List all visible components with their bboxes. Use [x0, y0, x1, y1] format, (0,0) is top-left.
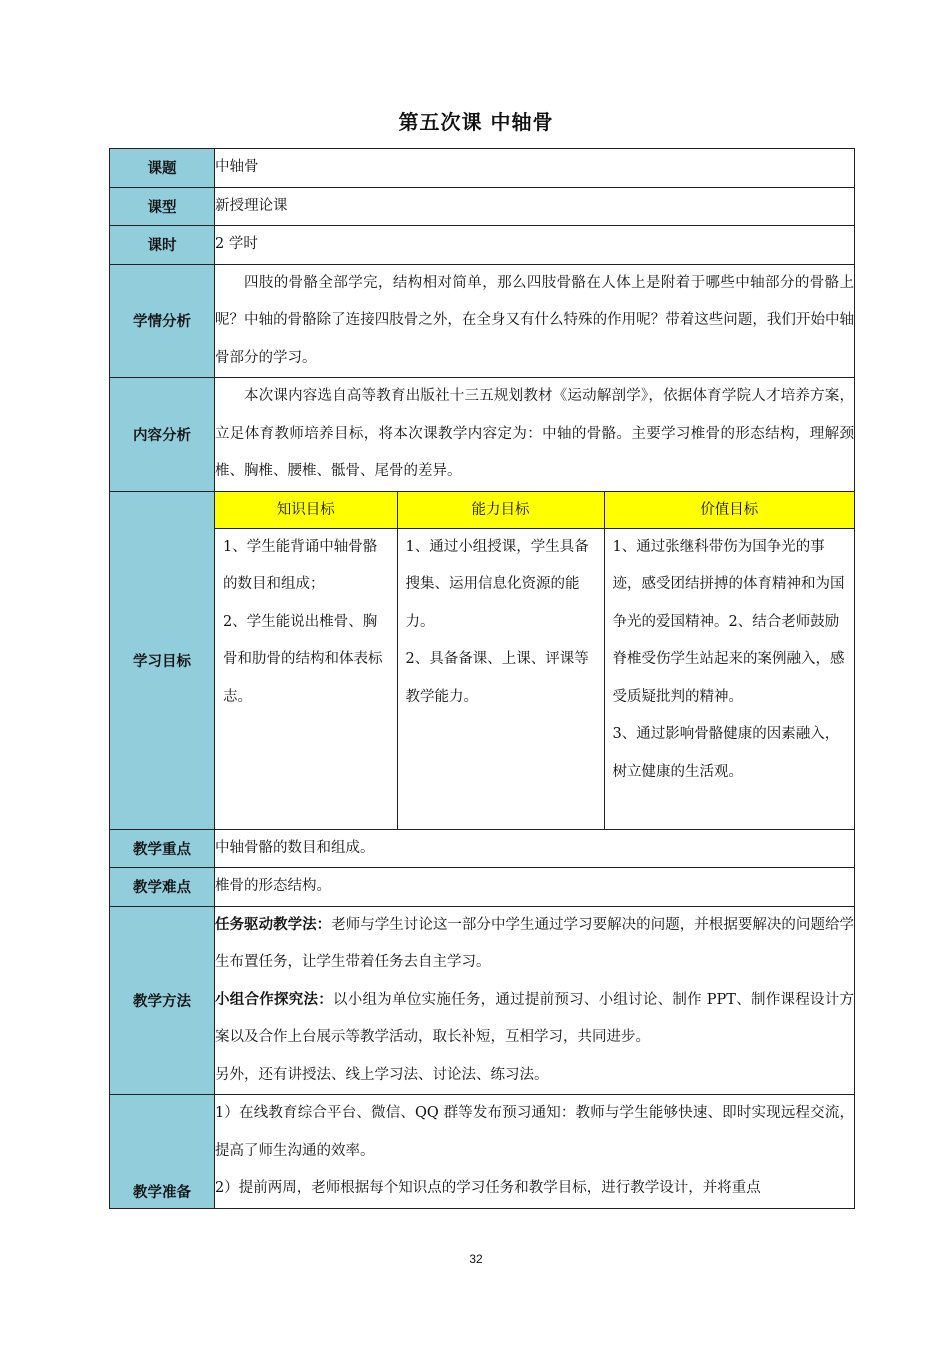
row-type — [110, 187, 855, 226]
value-key-point: 中轴骨骼的数目和组成。 — [215, 829, 855, 868]
method-other: 另外，还有讲授法、线上学习法、讨论法、练习法。 — [215, 1066, 549, 1083]
label-learner-analysis: 学情分析 — [110, 264, 215, 378]
row-learner-analysis — [110, 264, 855, 378]
ability-item: 2、具备备课、上课、评课等教学能力。 — [405, 651, 589, 705]
value-difficulty: 椎骨的形态结构。 — [215, 868, 855, 907]
row-content-analysis — [110, 378, 855, 492]
page-number: 32 — [469, 1252, 483, 1266]
value-type: 新授理论课 — [215, 187, 855, 226]
label-type: 课型 — [110, 187, 215, 226]
label-content-analysis: 内容分析 — [110, 378, 215, 492]
ability-objectives — [397, 528, 604, 829]
row-key-point — [110, 829, 855, 868]
knowledge-item: 1、学生能背诵中轴骨骼的数目和组成； — [223, 538, 378, 592]
value-objectives — [604, 528, 854, 829]
preparation-item: 2）提前两周，老师根据每个知识点的学习任务和教学目标，进行教学设计，并将重点 — [215, 1180, 761, 1197]
preparation-cell — [215, 1095, 855, 1209]
objectives-body-row — [215, 528, 854, 829]
learner-analysis-text: 四肢的骨骼全部学完，结构相对简单，那么四肢骨骼在人体上是附着于哪些中轴部分的骨骼上呢？中轴的骨骼除了连接四肢骨之外，在全身又有什么特殊的作用呢？带着这些问题，我们开始中轴骨部分的学习。 — [215, 274, 854, 366]
row-objectives — [110, 491, 855, 829]
value-hours: 2 学时 — [215, 226, 855, 265]
content-analysis-text: 本次课内容选自高等教育出版社十三五规划教材《运动解剖学》，依据体育学院人才培养方案，立足体育教师培养目标，将本次课教学内容定为：中轴的骨骼。主要学习椎骨的形态结构，理解颈椎、胸椎、腰椎、骶骨、尾骨的差异。 — [215, 388, 854, 479]
header-ability: 能力目标 — [397, 492, 604, 529]
row-difficulty — [110, 868, 855, 907]
label-methods: 教学方法 — [110, 906, 215, 1095]
objectives-cell — [215, 491, 855, 829]
value-topic: 中轴骨 — [215, 149, 855, 188]
objectives-header-row — [215, 492, 854, 529]
value-item: 1、通过张继科带伤为国争光的事迹，感受团结拼搏的体育精神和为国争光的爱国精神。2、结合老师鼓励脊椎受伤学生站起来的案例融入，感受质疑批判的精神。 — [612, 538, 845, 705]
method-task-driven — [215, 907, 854, 982]
label-hours: 课时 — [110, 226, 215, 265]
header-value: 价值目标 — [604, 492, 854, 529]
knowledge-item: 2、学生能说出椎骨、胸骨和肋骨的结构和体表标志。 — [223, 613, 383, 705]
method-text: 以小组为单位实施任务，通过提前预习、小组讨论、制作 PPT、制作课程设计方案以及合作上台展示等教学活动，取长补短，互相学习，共同进步。 — [215, 991, 855, 1045]
method-title: 小组合作探究法： — [215, 991, 334, 1008]
lesson-plan-table — [109, 148, 855, 1209]
page-title: 第五次课 中轴骨 — [398, 110, 554, 134]
label-objectives: 学习目标 — [110, 491, 215, 829]
row-preparation — [110, 1095, 855, 1209]
content-analysis-cell — [215, 378, 855, 492]
ability-item: 1、通过小组授课，学生具备搜集、运用信息化资源的能力。 — [405, 538, 589, 630]
knowledge-objectives — [215, 528, 397, 829]
value-item: 3、通过影响骨骼健康的因素融入，树立健康的生活观。 — [612, 726, 840, 780]
label-preparation: 教学准备 — [110, 1095, 215, 1209]
method-title: 任务驱动教学法： — [215, 916, 332, 933]
row-hours — [110, 226, 855, 265]
method-text: 老师与学生讨论这一部分中学生通过学习要解决的问题，并根据要解决的问题给学生布置任务，让学生带着任务去自主学习。 — [215, 916, 854, 970]
row-methods — [110, 906, 855, 1095]
label-difficulty: 教学难点 — [110, 868, 215, 907]
row-topic — [110, 149, 855, 188]
methods-cell — [215, 906, 855, 1095]
learner-analysis-cell — [215, 264, 855, 378]
objectives-table — [215, 492, 854, 829]
preparation-item: 1）在线教育综合平台、微信、QQ 群等发布预习通知：教师与学生能够快速、即时实现远程交流，提高了师生沟通的效率。 — [215, 1105, 854, 1159]
header-knowledge: 知识目标 — [215, 492, 397, 529]
method-group-cooperation — [215, 982, 854, 1057]
label-key-point: 教学重点 — [110, 829, 215, 868]
label-topic: 课题 — [110, 149, 215, 188]
